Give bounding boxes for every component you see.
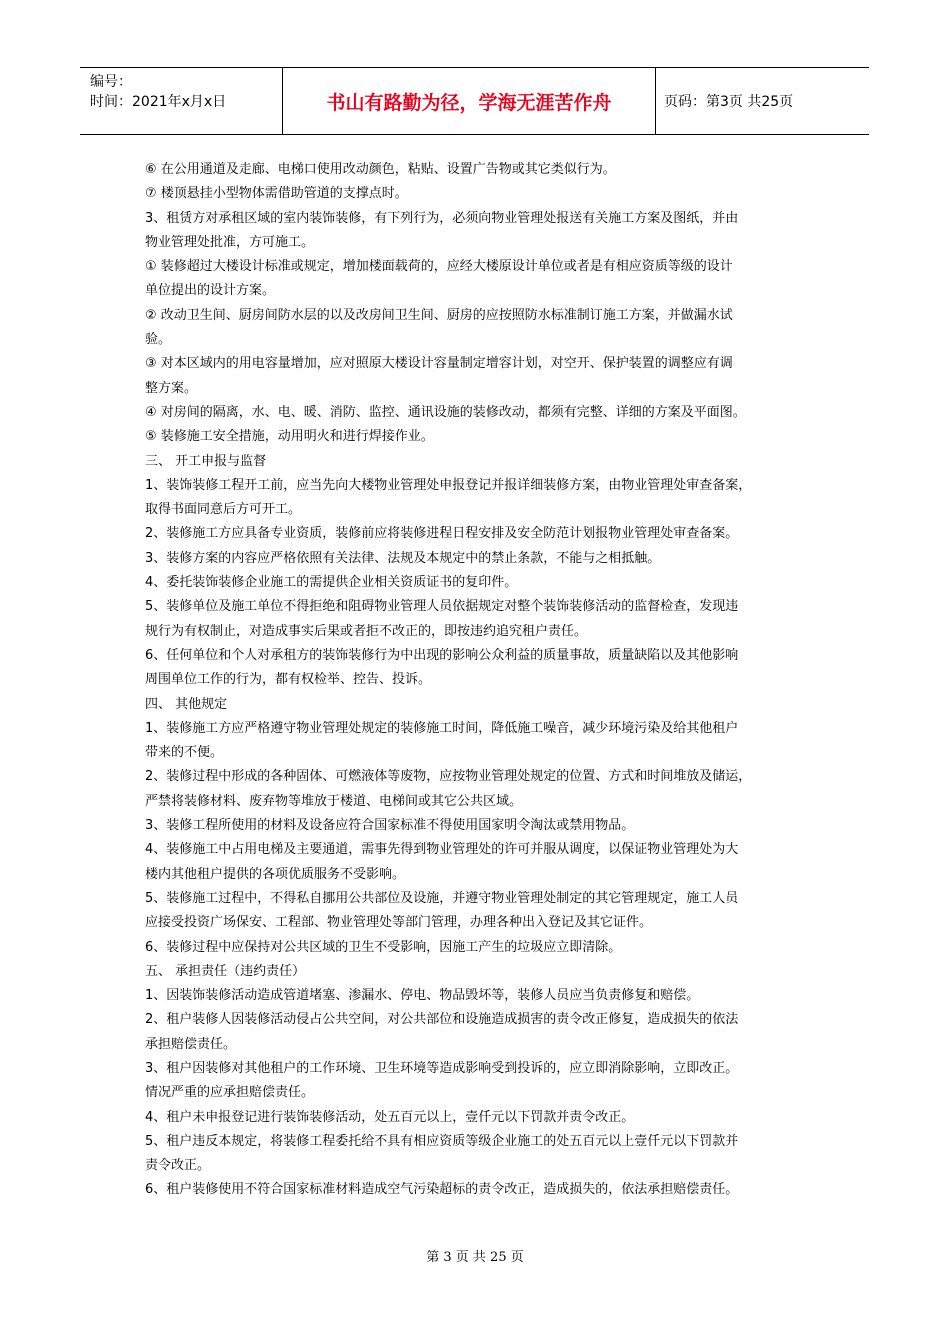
document-number-label: 编号： <box>90 74 132 90</box>
body-line: 五、 承担责任（违约责任） <box>145 963 306 979</box>
document-time-label: 时间：2021年x月x日 <box>90 94 227 110</box>
body-line: ⑦ 楼顶悬挂小型物体需借助管道的支撑点时。 <box>145 186 408 202</box>
body-line: 整方案。 <box>145 380 198 396</box>
body-line: 严禁将装修材料、废弃物等堆放于楼道、电梯间或其它公共区域。 <box>145 793 523 809</box>
body-line: ③ 对本区域内的用电容量增加，应对照原大楼设计容量制定增容计划，对空开、保护装置的调整应有调 <box>145 356 733 372</box>
header-motto-cell <box>283 68 656 134</box>
body-line: 4、委托装饰装修企业施工的需提供企业相关资质证书的复印件。 <box>145 575 518 591</box>
body-line: 取得书面同意后方可开工。 <box>145 502 302 518</box>
header-info-cell <box>80 68 283 134</box>
header-page-number: 页码：第3页 共25页 <box>664 94 794 110</box>
body-line: 5、装修单位及施工单位不得拒绝和阻碍物业管理人员依据规定对整个装饰装修活动的监督检查，发现违 <box>145 599 739 615</box>
body-line: 楼内其他租户提供的各项优质服务不受影响。 <box>145 866 406 882</box>
body-line: 3、租赁方对承租区域的室内装饰装修，有下列行为，必须向物业管理处报送有关施工方案及图纸，并由 <box>145 210 739 226</box>
body-line: 3、装修工程所使用的材料及设备应符合国家标准不得使用国家明令淘汰或禁用物品。 <box>145 818 635 834</box>
header-table <box>80 67 869 135</box>
body-line: ⑥ 在公用通道及走廊、电梯口使用改动颜色，粘贴、设置广告物或其它类似行为。 <box>145 162 616 177</box>
body-line: 承担赔偿责任。 <box>145 1036 237 1052</box>
body-line: 责令改正。 <box>145 1158 211 1174</box>
body-line: 规行为有权制止，对造成事实后果或者拒不改正的，即按违约追究租户责任。 <box>145 623 588 639</box>
body-line: ② 改动卫生间、厨房间防水层的以及改房间卫生间、厨房的应按照防水标准制订施工方案，并做漏水试 <box>145 307 733 323</box>
body-line: 2、租户装修人因装修活动侵占公共空间，对公共部位和设施造成损害的责令改正修复，造成损失的依法 <box>145 1012 739 1028</box>
body-line: 5、租户违反本规定，将装修工程委托给不具有相应资质等级企业施工的处五百元以上壹仟元以下罚款并 <box>145 1133 739 1149</box>
header-page-cell <box>656 68 869 134</box>
body-line: 情况严重的应承担赔偿责任。 <box>145 1085 315 1101</box>
body-line: 物业管理处批准，方可施工。 <box>145 234 315 250</box>
body-line: 6、任何单位和个人对承租方的装饰装修行为中出现的影响公众利益的质量事故，质量缺陷以及其他影响 <box>145 647 739 663</box>
document-body <box>145 158 810 1203</box>
body-line: ④ 对房间的隔离，水、电、暖、消防、监控、通讯设施的装修改动，都须有完整、详细的方案及平面图。 <box>145 404 746 420</box>
body-line: 验。 <box>145 332 172 348</box>
body-line: ⑤ 装修施工安全措施，动用明火和进行焊接作业。 <box>145 429 434 445</box>
body-line: 5、装修施工过程中，不得私自挪用公共部位及设施，并遵守物业管理处制定的其它管理规定，施工人员 <box>145 890 739 906</box>
body-line: 3、装修方案的内容应严格依照有关法律、法规及本规定中的禁止条款，不能与之相抵触。 <box>145 550 661 566</box>
body-line: 4、租户未申报登记进行装饰装修活动，处五百元以上，壹仟元以下罚款并责令改正。 <box>145 1109 635 1125</box>
body-line: 单位提出的设计方案。 <box>145 283 276 299</box>
body-line: 4、装修施工中占用电梯及主要通道，需事先得到物业管理处的许可并服从调度，以保证物业管理处为大 <box>145 842 739 858</box>
body-line: 四、 其他规定 <box>145 696 228 712</box>
body-line: 1、装饰装修工程开工前，应当先向大楼物业管理处申报登记并报详细装修方案，由物业管理处审查备案， <box>145 477 752 493</box>
body-line: 6、租户装修使用不符合国家标准材料造成空气污染超标的责令改正，造成损失的，依法承担赔偿责任。 <box>145 1182 739 1198</box>
header-motto: 书山有路勤为径，学海无涯苦作舟 <box>326 91 612 114</box>
body-line: 周围单位工作的行为，都有权检举、控告、投诉。 <box>145 672 432 688</box>
body-line: 2、装修过程中形成的各种固体、可燃液体等废物，应按物业管理处规定的位置、方式和时间堆放及储运， <box>145 769 752 785</box>
page-footer: 第 3 页 共 25 页 <box>426 1250 524 1265</box>
body-line: ① 装修超过大楼设计标准或规定，增加楼面载荷的，应经大楼原设计单位或者是有相应资质等级的设计 <box>145 259 733 275</box>
body-line: 3、租户因装修对其他租户的工作环境、卫生环境等造成影响受到投诉的，应立即消除影响，立即改正。 <box>145 1060 739 1076</box>
body-line: 2、装修施工方应具备专业资质，装修前应将装修进程日程安排及安全防范计划报物业管理处审查备案。 <box>145 526 739 542</box>
body-line: 1、因装饰装修活动造成管道堵塞、渗漏水、停电、物品毁坏等，装修人员应当负责修复和赔偿。 <box>145 988 700 1004</box>
body-line: 三、 开工申报与监督 <box>145 453 267 469</box>
body-line: 6、装修过程中应保持对公共区域的卫生不受影响，因施工产生的垃圾应立即清除。 <box>145 939 622 955</box>
body-line: 带来的不便。 <box>145 745 224 761</box>
body-line: 1、装修施工方应严格遵守物业管理处规定的装修施工时间，降低施工噪音，减少环境污染及给其他租户 <box>145 720 739 736</box>
body-line: 应接受投资广场保安、工程部、物业管理处等部门管理，办理各种出入登记及其它证件。 <box>145 915 653 931</box>
